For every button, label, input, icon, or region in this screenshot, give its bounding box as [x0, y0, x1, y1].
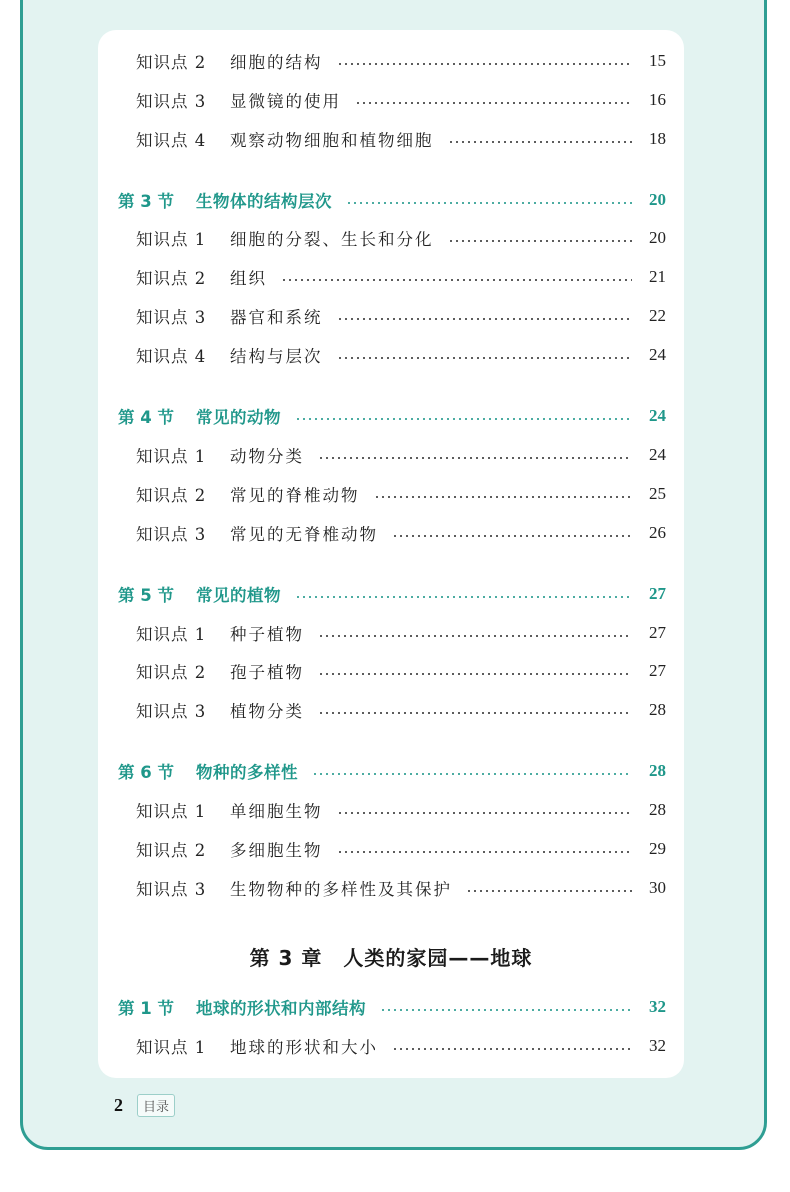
toc-item-row[interactable] — [98, 223, 684, 253]
page-reference: 18 — [649, 129, 666, 148]
knowledge-point-title: 常见的无脊椎动物 — [230, 525, 378, 544]
dot-leader — [312, 773, 632, 775]
dot-leader — [448, 240, 633, 242]
dot-leader — [281, 279, 632, 281]
dot-leader — [318, 457, 632, 459]
page-reference: 30 — [649, 878, 666, 897]
page-reference: 26 — [649, 523, 666, 542]
knowledge-point-title: 组织 — [230, 269, 267, 288]
page-reference: 22 — [649, 306, 666, 325]
toc-item-row[interactable] — [98, 1031, 684, 1061]
section-title: 常见的动物 — [196, 408, 281, 427]
dot-leader — [466, 890, 632, 892]
knowledge-point-number: 知识点 3 — [136, 702, 207, 721]
knowledge-point-title: 植物分类 — [230, 702, 304, 721]
section-title: 地球的形状和内部结构 — [196, 999, 366, 1018]
dot-leader — [448, 141, 633, 143]
section-number: 第 5 节 — [118, 586, 174, 605]
dot-leader — [337, 318, 633, 320]
dot-leader — [337, 357, 633, 359]
section-title: 常见的植物 — [196, 586, 281, 605]
dot-leader — [346, 202, 632, 204]
page-reference: 32 — [649, 1036, 666, 1055]
knowledge-point-number: 知识点 2 — [136, 53, 207, 72]
knowledge-point-title: 动物分类 — [230, 447, 304, 466]
dot-leader — [392, 1048, 632, 1050]
knowledge-point-number: 知识点 2 — [136, 663, 207, 682]
knowledge-point-number: 知识点 3 — [136, 92, 207, 111]
knowledge-point-title: 多细胞生物 — [230, 841, 323, 860]
dot-leader — [295, 418, 632, 420]
knowledge-point-title: 显微镜的使用 — [230, 92, 341, 111]
page-reference: 25 — [649, 484, 666, 503]
toc-item-row[interactable] — [98, 301, 684, 331]
knowledge-point-number: 知识点 3 — [136, 308, 207, 327]
page-reference: 24 — [649, 345, 666, 364]
toc-section-row[interactable] — [98, 579, 684, 609]
knowledge-point-number: 知识点 4 — [136, 347, 207, 366]
toc-item-row[interactable] — [98, 795, 684, 825]
toc-item-row[interactable] — [98, 85, 684, 115]
section-number: 第 3 节 — [118, 192, 174, 211]
page-number: 2 — [114, 1095, 123, 1115]
page-reference: 24 — [649, 406, 666, 425]
section-title: 生物体的结构层次 — [196, 192, 332, 211]
page-reference: 29 — [649, 839, 666, 858]
knowledge-point-title: 结构与层次 — [230, 347, 323, 366]
knowledge-point-title: 单细胞生物 — [230, 802, 323, 821]
dot-leader — [380, 1009, 632, 1011]
section-title: 物种的多样性 — [196, 763, 298, 782]
page-reference: 20 — [649, 190, 666, 209]
toc-item-row[interactable] — [98, 656, 684, 686]
toc-item-row[interactable] — [98, 46, 684, 76]
section-number: 第 6 节 — [118, 763, 174, 782]
knowledge-point-title: 种子植物 — [230, 625, 304, 644]
knowledge-point-number: 知识点 2 — [136, 841, 207, 860]
knowledge-point-number: 知识点 3 — [136, 525, 207, 544]
page-reference: 27 — [649, 661, 666, 680]
knowledge-point-title: 生物物种的多样性及其保护 — [230, 880, 452, 899]
page-reference: 21 — [649, 267, 666, 286]
page-reference: 32 — [649, 997, 666, 1016]
toc-item-row[interactable] — [98, 479, 684, 509]
knowledge-point-number: 知识点 4 — [136, 131, 207, 150]
toc-item-row[interactable] — [98, 340, 684, 370]
dot-leader — [337, 851, 633, 853]
chapter-heading: 第 3 章 人类的家园——地球 — [249, 946, 533, 970]
knowledge-point-number: 知识点 2 — [136, 269, 207, 288]
knowledge-point-number: 知识点 1 — [136, 230, 207, 249]
dot-leader — [392, 535, 632, 537]
toc-section-row[interactable] — [98, 401, 684, 431]
page-reference: 20 — [649, 228, 666, 247]
toc-item-row[interactable] — [98, 262, 684, 292]
knowledge-point-title: 孢子植物 — [230, 663, 304, 682]
toc-item-row[interactable] — [98, 518, 684, 548]
knowledge-point-number: 知识点 1 — [136, 802, 207, 821]
knowledge-point-title: 细胞的结构 — [230, 53, 323, 72]
knowledge-point-title: 地球的形状和大小 — [230, 1038, 378, 1057]
dot-leader — [355, 102, 632, 104]
page-reference: 16 — [649, 90, 666, 109]
dot-leader — [374, 496, 633, 498]
page-footer — [114, 1094, 175, 1117]
dot-leader — [318, 673, 632, 675]
page-reference: 28 — [649, 761, 666, 780]
toc-card — [98, 30, 684, 1078]
dot-leader — [337, 63, 633, 65]
toc-item-row[interactable] — [98, 695, 684, 725]
page-reference: 27 — [649, 623, 666, 642]
page-reference: 24 — [649, 445, 666, 464]
knowledge-point-number: 知识点 3 — [136, 880, 207, 899]
knowledge-point-title: 器官和系统 — [230, 308, 323, 327]
toc-section-row[interactable] — [98, 185, 684, 215]
toc-item-row[interactable] — [98, 618, 684, 648]
page-reference: 27 — [649, 584, 666, 603]
page-reference: 28 — [649, 700, 666, 719]
contents-tag: 目录 — [137, 1094, 175, 1117]
knowledge-point-title: 细胞的分裂、生长和分化 — [230, 230, 434, 249]
toc-section-row[interactable] — [98, 756, 684, 786]
section-number: 第 4 节 — [118, 408, 174, 427]
toc-item-row[interactable] — [98, 834, 684, 864]
knowledge-point-number: 知识点 1 — [136, 625, 207, 644]
dot-leader — [337, 812, 633, 814]
toc-item-row[interactable] — [98, 873, 684, 903]
page-reference: 15 — [649, 51, 666, 70]
knowledge-point-number: 知识点 1 — [136, 447, 207, 466]
dot-leader — [318, 635, 632, 637]
toc-section-row[interactable] — [98, 992, 684, 1022]
toc-item-row[interactable] — [98, 440, 684, 470]
page-reference: 28 — [649, 800, 666, 819]
knowledge-point-number: 知识点 1 — [136, 1038, 207, 1057]
knowledge-point-title: 观察动物细胞和植物细胞 — [230, 131, 434, 150]
toc-item-row[interactable] — [98, 124, 684, 154]
knowledge-point-number: 知识点 2 — [136, 486, 207, 505]
dot-leader — [295, 596, 632, 598]
dot-leader — [318, 712, 632, 714]
knowledge-point-title: 常见的脊椎动物 — [230, 486, 360, 505]
section-number: 第 1 节 — [118, 999, 174, 1018]
